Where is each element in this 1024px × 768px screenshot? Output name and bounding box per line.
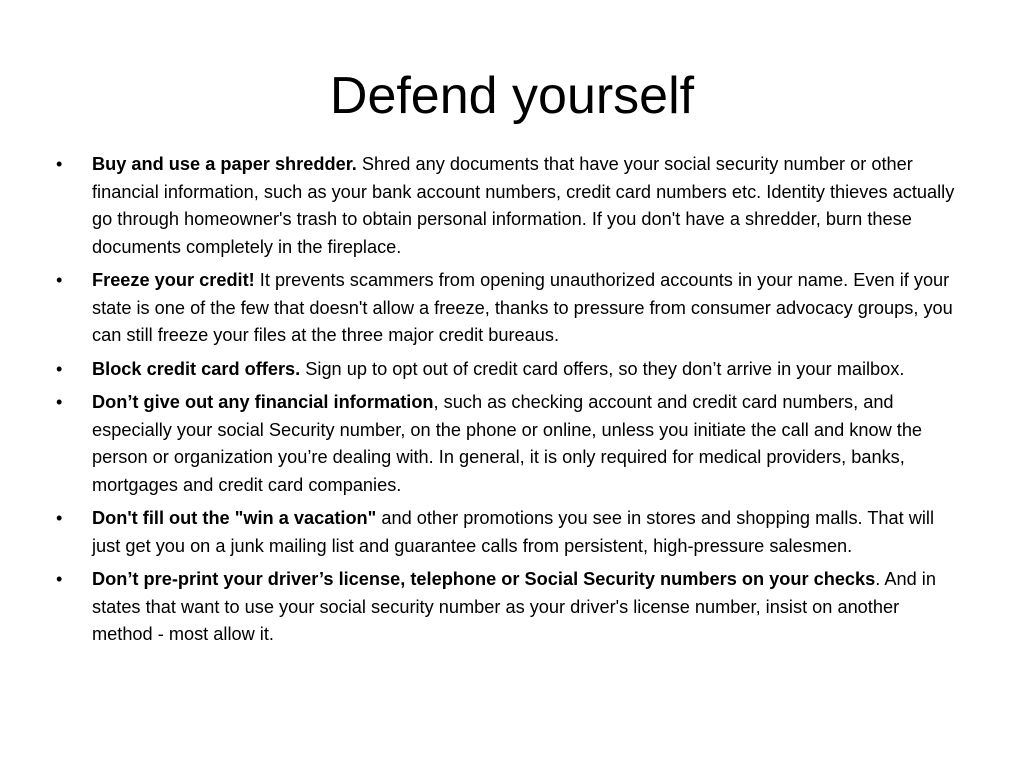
bullet-lead: Don't fill out the "win a vacation"	[92, 508, 377, 528]
bullet-text: It prevents scammers from opening unauthorized accounts in your name. Even if your state is one of the few that doesn't allow a freeze, thanks to pressure from consumer advocacy groups, you can still freeze your files at the three major credit bureaus.	[92, 270, 953, 345]
bullet-lead: Don’t give out any financial information	[92, 392, 434, 412]
bullet-lead: Freeze your credit!	[92, 270, 255, 290]
bullet-dot-icon: •	[56, 569, 63, 589]
bullet-lead: Don’t pre-print your driver’s license, telephone or Social Security numbers on your checks	[92, 569, 876, 589]
bullet-dot-icon: •	[56, 392, 63, 412]
bullet-dot-icon: •	[56, 154, 63, 174]
bullet-dot-icon: •	[56, 508, 63, 528]
bullet-list	[56, 151, 956, 655]
bullet-lead: Buy and use a paper shredder.	[92, 154, 357, 174]
bullet-text: and other promotions you see in stores and shopping malls. That will just get you on a junk mailing list and guarantee calls from persistent, high-pressure salesmen.	[92, 508, 935, 556]
bullet-item-win-vacation	[56, 505, 956, 560]
bullet-text: Shred any documents that have your social security number or other financial information, such as your bank account numbers, credit card numbers etc. Identity thieves actually go through homeowner's trash to obtain personal information. If you don't have a shredder, burn these documents completely in the fireplace.	[92, 154, 955, 257]
bullet-text: , such as checking account and credit card numbers, and especially your social Security number, on the phone or online, unless you initiate the call and know the person or organization you’re dealing with. In general, it is only required for medical providers, banks, mortgages and credit card companies.	[92, 392, 923, 495]
bullet-item-shredder	[56, 151, 956, 261]
bullet-text: . And in states that want to use your social security number as your driver's license number, insist on another method - most allow it.	[92, 569, 936, 644]
bullet-item-checks	[56, 566, 956, 649]
bullet-text: Sign up to opt out of credit card offers, so they don’t arrive in your mailbox.	[300, 358, 905, 379]
slide-title: Defend yourself	[329, 67, 695, 125]
bullet-item-freeze-credit	[56, 267, 956, 350]
bullet-item-block-offers	[56, 356, 956, 384]
bullet-dot-icon: •	[56, 270, 63, 290]
bullet-lead: Block credit card offers.	[92, 358, 301, 379]
bullet-dot-icon: •	[56, 358, 63, 379]
bullet-item-financial-info	[56, 389, 956, 499]
